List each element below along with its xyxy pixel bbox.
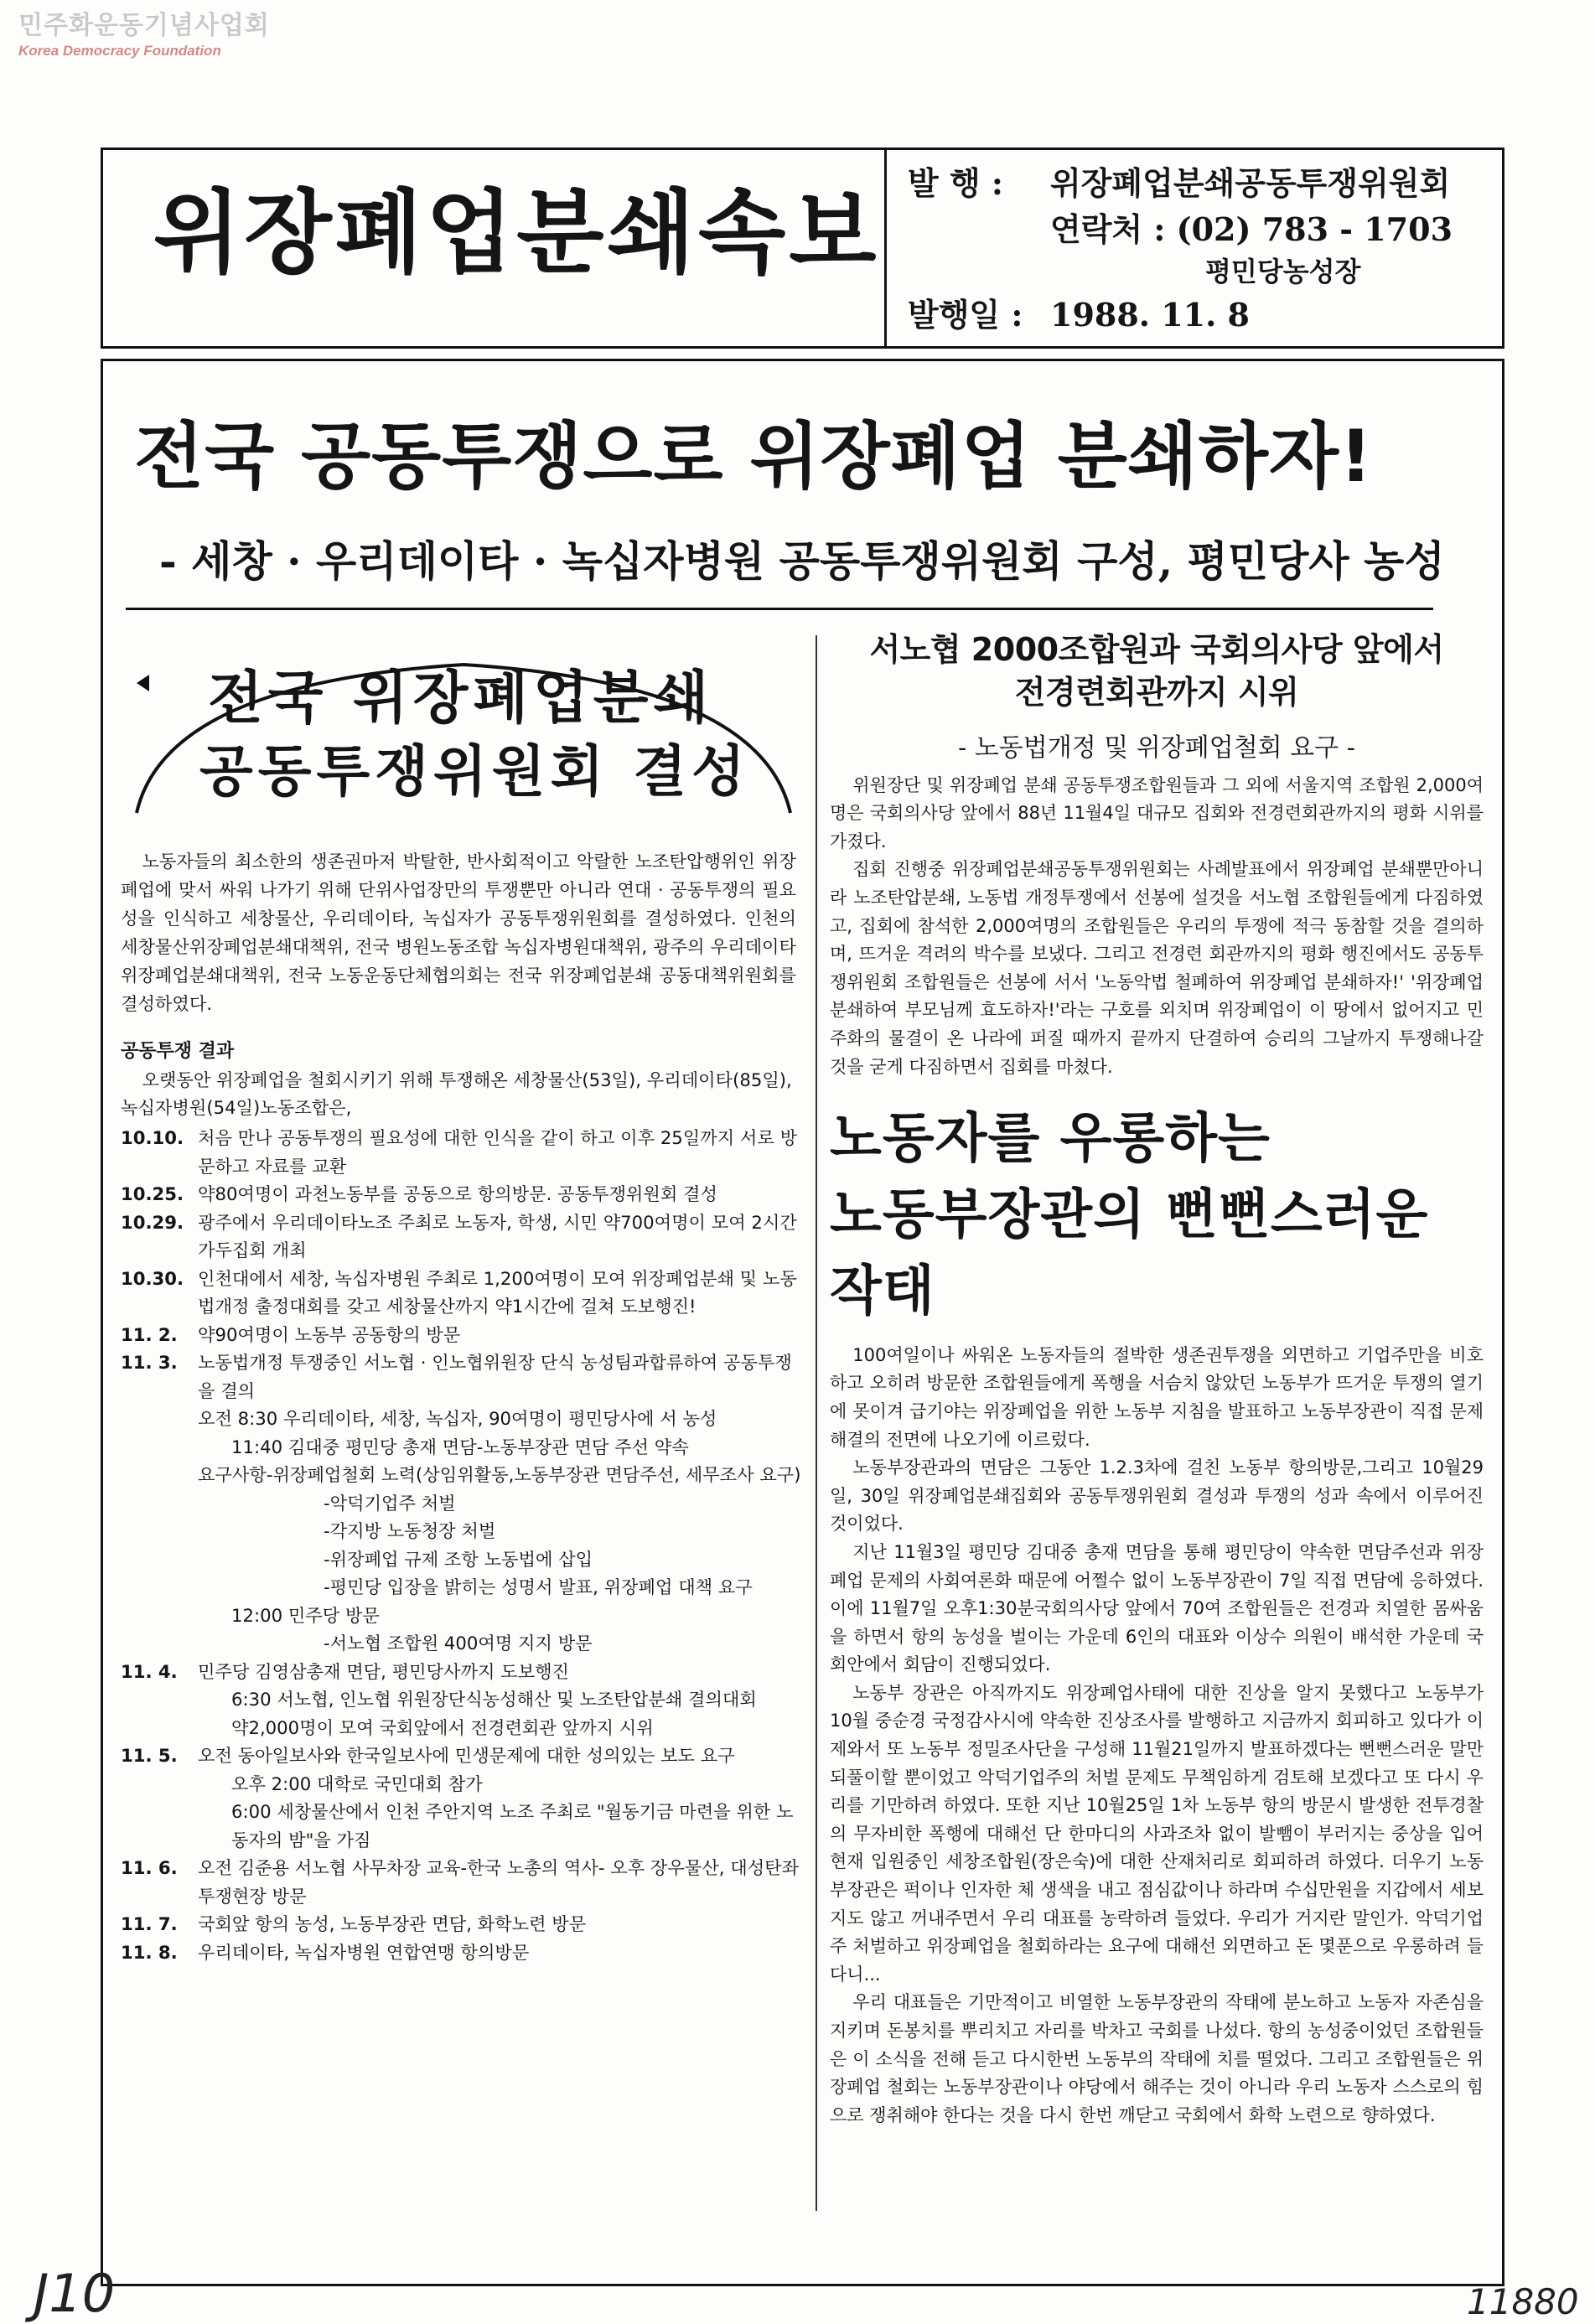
right-article1-title: 서노협 2000조합원과 국회의사당 앞에서 전경련회관까지 시위 — [869, 631, 1444, 712]
contact-label: 연락처 : — [1050, 210, 1166, 249]
demand-item: -위장폐업 규제 조항 노동법에 삽입 — [324, 1548, 593, 1570]
demand-item: -악덕기업주 처벌 — [324, 1492, 456, 1514]
timeline-item: 6:30 서노협, 인노협 위원장단식농성해산 및 노조탄압분쇄 결의대회 — [231, 1689, 757, 1711]
right-article2-title: 노동자를 우롱하는 노동부장관의 뻔뻔스러운 작태 — [830, 1107, 1429, 1322]
section-intro: 오랫동안 위장폐업을 철회시키기 위해 투쟁해온 세창물산(53일), 우리데이타(85일), 녹십자병원(54일)노동조합은, — [121, 1069, 792, 1119]
left-column — [116, 650, 811, 1966]
timeline-item: 오후 2:00 대학로 국민대회 참가 — [231, 1773, 483, 1794]
timeline-detail: 12:00 민주당 방문 — [231, 1604, 380, 1626]
left-intro-paragraph: 노동자들의 최소한의 생존권마저 박탈한, 반사회적이고 악랄한 노조탄압행위인 위장폐업에 맞서 싸워 나가기 위해 단위사업장만의 투쟁뿐만 아니라 연대 · 공동투쟁의 필요성을 인식하고 세창물산, 우리데이타, 녹십자가 공동투쟁위원회를 결성하였다. 인천의 세창물산위장폐업분쇄대책위, 전국 병원노동조합 녹십자병원대책위, 광주의 우리데이타 위장폐업분쇄대책위, 전국 노동운동단체협의회는 전국 위장폐업분쇄 공동대책위원회를 결성하였다. — [121, 851, 796, 1014]
right-article1-body — [830, 772, 1484, 1082]
demands-label: 요구사항- — [198, 1464, 273, 1486]
timeline-item: 10.10. 처음 만나 공동투쟁의 필요성에 대한 인식을 같이 하고 이후 25일까지 서로 방문하고 자료를 교환 — [121, 1127, 798, 1177]
timeline-item: 6:00 세창물산에서 인천 주안지역 노조 주최로 "월동기금 마련을 위한 노동자의 밤"을 가짐 — [231, 1801, 794, 1850]
contact-value: (02) 783 - 1703 — [1176, 210, 1453, 249]
timeline-item: 11. 3. 노동법개정 투쟁중인 서노협 · 인노협위원장 단식 농성팀과합류하여 공동투쟁을 결의 — [121, 1352, 792, 1401]
left-title-line1: 전국 위장폐업분쇄 — [208, 665, 714, 732]
timeline-item: 약2,000명이 모여 국회앞에서 전경련회관 앞까지 시위 — [231, 1716, 654, 1738]
handwritten-mark-left: J10 — [34, 2263, 116, 2324]
paragraph: 100여일이나 싸워온 노동자들의 절박한 생존권투쟁을 외면하고 기업주만을 비호하고 오히려 방문한 조합원들에게 폭행을 서슴치 않았던 노동부가 뜨거운 투쟁의 열기에 못이겨 급기야는 위장폐업을 위한 노동부 지침을 발표하고 노동부장관이 직접 문제 해결의 전면에 나오기에 이르렀다. — [830, 1344, 1484, 1450]
publisher-value: 위장폐업분쇄공동투쟁위원회 — [1050, 164, 1451, 202]
contact-row — [908, 206, 1494, 252]
main-headline: 전국 공동투쟁으로 위장폐업 분쇄하자! — [134, 415, 1374, 499]
timeline-item: 10.25. 약80여명이 과천노동부를 공동으로 항의방문. 공동투쟁위원회 결성 — [121, 1183, 717, 1205]
timeline-detail: -서노협 조합원 400여명 지지 방문 — [324, 1633, 593, 1654]
paragraph: 노동부장관과의 면담은 그동안 1.2.3차에 걸친 노동부 항의방문,그리고 10월29일, 30일 위장폐업분쇄집회와 공동투쟁위원회 결성과 투쟁의 성과 속에서 이루어진 것이었다. — [830, 1457, 1484, 1535]
timeline-item: 10.30. 인천대에서 세창, 녹십자병원 주최로 1,200여명이 모여 위장폐업분쇄 및 노동법개정 출정대회를 갖고 세창물산까지 약1시간에 걸쳐 도보행진! — [121, 1267, 797, 1317]
newsletter-title: 위장폐업분쇄속보 — [153, 180, 880, 286]
paragraph: 집회 진행중 위장폐업분쇄공동투쟁위원회는 사례발표에서 위장폐업 분쇄뿐만아니라 노조탄압분쇄, 노동법 개정투쟁에서 선봉에 설것을 서노협 조합원들에게 다짐하였고, 집회에 참석한 2,000여명의 조합원들은 우리의 투쟁에 적극 동참할 것을 결의하며, 뜨거운 격려의 박수를 보냈다. 그리고 전경련 회관까지의 평화 행진에서도 공동투쟁위원회 조합원들은 선봉에 서서 '노동악법 철폐하여 위장폐업 분쇄하자!' '위장폐업 분쇄하여 부모님께 효도하자!'라는 구호를 외치며 위장폐업이 이 땅에서 없어지고 민주화의 물결이 온 나라에 퍼질 때까지 끝까지 단결하여 승리의 그날까지 투쟁해나갈 것을 굳게 다짐하면서 집회를 마쳤다. — [830, 859, 1484, 1077]
demand-item: -평민당 입장을 밝히는 성명서 발표, 위장폐업 대책 요구 — [324, 1576, 753, 1598]
date-value: 1988. 11. 8 — [1050, 295, 1251, 334]
column-divider — [816, 635, 817, 2211]
masthead-divider — [884, 150, 887, 346]
timeline-item: 11. 2. 약90여명이 노동부 공동항의 방문 — [121, 1323, 461, 1345]
demands-block: 요구사항-위장폐업철회 노력(상임위활동,노동부장관 면담주선, 세무조사 요구) — [198, 1464, 801, 1486]
demand-item: -각지방 노동청장 처벌 — [324, 1520, 496, 1542]
masthead — [101, 148, 1504, 349]
timeline — [116, 1124, 811, 1966]
publisher-row — [908, 160, 1494, 206]
archive-name-en: Korea Democracy Foundation — [18, 43, 221, 59]
date-row — [908, 292, 1494, 338]
timeline-item: 11. 8. 우리데이타, 녹십자병원 연합연맹 항의방문 — [121, 1941, 530, 1963]
timeline-item: 11. 6. 오전 김준용 서노협 사무차장 교육-한국 노총의 역사- 오후 장우물산, 대성탄좌 투쟁현장 방문 — [121, 1857, 800, 1907]
section-heading: 공동투쟁 결과 — [121, 1040, 235, 1062]
timeline-item: 11. 4. 민주당 김영삼총재 면담, 평민당사까지 도보행진 — [121, 1660, 570, 1682]
paragraph: 우리 대표들은 기만적이고 비열한 노동부장관의 작태에 분노하고 노동자 자존심을 지키며 돈봉치를 뿌리치고 자리를 박차고 국회를 나섰다. 항의 농성중이었던 조합원들은 이 소식을 전해 듣고 다시한번 노동부의 작태에 치를 떨었다. 그리고 조합원들은 위장폐업 철회는 노동부장관이나 야당에서 해주는 것이 아니라 우리 노동자 스스로의 힘으로 쟁취해야 한다는 것을 다시 한번 깨닫고 국회에서 화학 노련으로 향하였다. — [830, 1992, 1484, 2125]
timeline-detail: 오전 8:30 우리데이타, 세창, 녹십자, 90여명이 평민당사에 서 농성 — [198, 1408, 717, 1430]
right-article1-subtitle: - 노동법개정 및 위장폐업철회 요구 - — [958, 732, 1355, 763]
handwritten-mark-right: 11880 — [1467, 2281, 1579, 2322]
paragraph: 노동부 장관은 아직까지도 위장폐업사태에 대한 진상을 알지 못했다고 노동부가 10월 중순경 국정감사시에 약속한 진상조사를 발행하고 지금까지 회피하고 있다가 이제와서 또 노동부 정밀조사단을 구성해 11월21일까지 발표하겠다는 뻔뻔스러운 말만 되풀이할 뿐이었고 악덕기업주의 처벌 문제도 무책임하게 검토해 보겠다고 또 다시 우리를 기만하려 하였다. 또한 지난 10월25일 1차 노동부 항의 방문시 발생한 전투경찰의 무자비한 폭행에 대해선 단 한마디의 사과조차 없이 발뺌이 부러지는 중상을 입어 현재 입원중인 세창조합원(장은숙)에 대한 산재처리로 회피하려 하였다. 더우기 노동부장관은 퍽이나 인자한 체 생색을 내고 점심값이나 하라며 수십만원을 지갑에서 세보지도 않고 꺼내주면서 우리 대표를 농락하려 들었다. 우리가 거지란 말인가. 악덕기업주 처벌하고 위장폐업을 철회하라는 요구에 대해선 외면하고 돈 몇푼으로 우롱하려 들다니... — [830, 1682, 1484, 1985]
right-article2-body — [830, 1342, 1484, 2130]
timeline-item: 11. 5. 오전 동아일보사와 한국일보사에 민생문제에 대한 성의있는 보도 요구 — [121, 1745, 735, 1767]
timeline-detail: 11:40 김대중 평민당 총재 면담-노동부장관 면담 주선 약속 — [231, 1436, 689, 1457]
paragraph: 지난 11월3일 평민당 김대중 총재 면담을 통해 평민당이 약속한 면담주선과 위장폐업 문제의 사회여론화 때문에 어쩔수 없이 노동부장관이 7일 직접 면담에 응하였다. 이에 11월7일 오후1:30분국회의사당 앞에서 70여 조합원들은 전경과 치열한 몸싸움을 하면서 항의 농성을 벌이는 가운데 6인의 대표와 이상수 의원이 배석한 가운데 국회안에서 회담이 진행되었다. — [830, 1541, 1484, 1675]
right-column — [830, 629, 1484, 2130]
left-article-title — [116, 650, 811, 817]
date-label: 발행일 : — [908, 295, 1023, 334]
left-title-line2: 공동투쟁위원회 결성 — [199, 738, 750, 804]
location-row: 평민당농성장 — [1205, 256, 1361, 288]
archive-name-ko: 민주화운동기념사업회 — [18, 11, 270, 40]
timeline-item: 10.29. 광주에서 우리데이타노조 주최로 노동자, 학생, 시민 약700여명이 모여 2시간 가두집회 개최 — [121, 1211, 797, 1261]
main-subheadline: - 세창 · 우리데이타 · 녹십자병원 공동투쟁위원회 구성, 평민당사 농성 — [159, 536, 1445, 586]
masthead-info — [908, 160, 1494, 338]
timeline-item: 11. 7. 국회앞 항의 농성, 노동부장관 면담, 화학노련 방문 — [121, 1913, 587, 1935]
headline-rule — [126, 608, 1433, 610]
publisher-label: 발 행 : — [908, 164, 1003, 202]
archive-logo — [18, 12, 270, 60]
paragraph: 위원장단 및 위장폐업 분쇄 공동투쟁조합원들과 그 외에 서울지역 조합원 2,000여 명은 국회의사당 앞에서 88년 11월4일 대규모 집회와 전경련회관까지의 평화 시위를 가졌다. — [830, 774, 1484, 851]
